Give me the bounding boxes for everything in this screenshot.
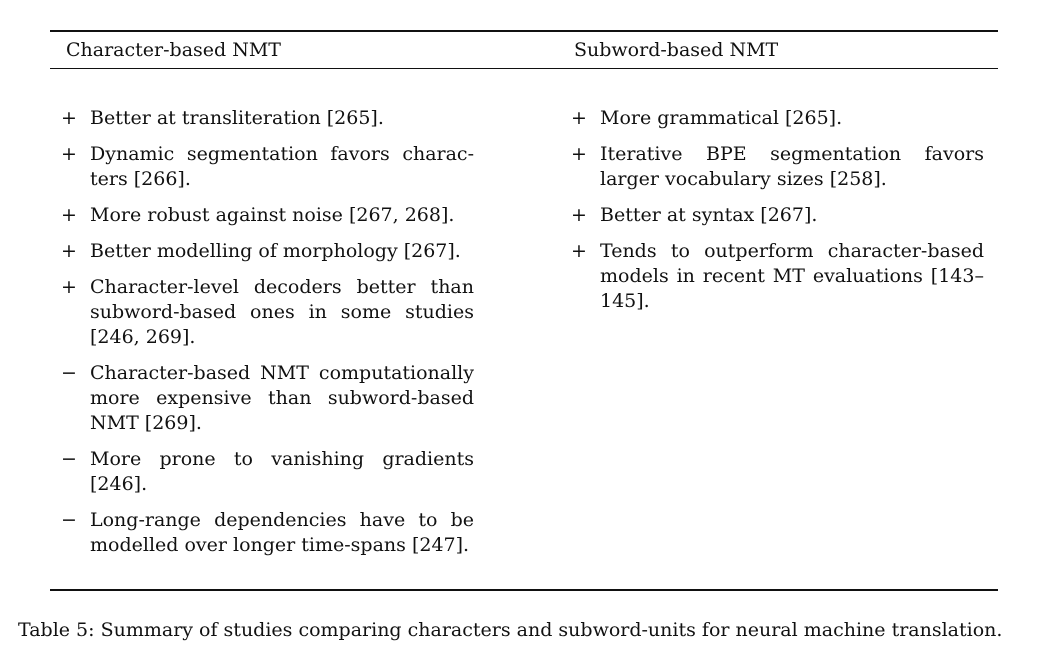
header-subword-based: Subword-based NMT bbox=[574, 39, 779, 61]
list-item bbox=[566, 106, 984, 131]
plus-sign: + bbox=[61, 107, 77, 129]
item-text: Better at transliteration [265]. bbox=[90, 107, 384, 129]
subword-based-column bbox=[566, 106, 984, 325]
list-item bbox=[56, 203, 474, 228]
item-text: Better at syntax [267]. bbox=[600, 204, 818, 226]
item-text: More robust against noise [267, 268]. bbox=[90, 204, 455, 226]
list-item bbox=[566, 239, 984, 314]
plus-sign: + bbox=[61, 143, 77, 165]
item-text: More grammatical [265]. bbox=[600, 107, 843, 129]
list-item bbox=[566, 142, 984, 192]
plus-sign: + bbox=[61, 276, 77, 298]
table-caption: Table 5: Summary of studies comparing characters and subword-units for neural machine translation. bbox=[18, 619, 1003, 641]
item-text: Tends to outperform character-based models in recent MT evaluations [143–145]. bbox=[600, 240, 984, 312]
plus-sign: + bbox=[571, 143, 587, 165]
plus-sign: + bbox=[571, 204, 587, 226]
list-item bbox=[56, 361, 474, 436]
item-text: Character-based NMT computationally more expensive than subword-based NMT [269]. bbox=[90, 362, 474, 434]
header-character-based: Character-based NMT bbox=[66, 39, 281, 61]
header-rule bbox=[50, 68, 998, 69]
plus-sign: + bbox=[61, 240, 77, 262]
plus-sign: + bbox=[61, 204, 77, 226]
item-text: Iterative BPE segmentation favors larger vocabulary sizes [258]. bbox=[600, 143, 984, 190]
minus-sign: − bbox=[61, 448, 77, 470]
item-text: More prone to vanishing gradients [246]. bbox=[90, 448, 474, 495]
list-item bbox=[56, 508, 474, 558]
list-item bbox=[56, 275, 474, 350]
list-item bbox=[56, 142, 474, 192]
list-item bbox=[56, 106, 474, 131]
character-based-column bbox=[56, 106, 474, 569]
minus-sign: − bbox=[61, 509, 77, 531]
list-item bbox=[56, 239, 474, 264]
item-text: Dynamic segmentation favors characters [266]. bbox=[90, 143, 474, 190]
list-item bbox=[56, 447, 474, 497]
item-text: Character-level decoders better than subword-based ones in some studies [246, 269]. bbox=[90, 276, 474, 348]
plus-sign: + bbox=[571, 240, 587, 262]
item-text: Better modelling of morphology [267]. bbox=[90, 240, 461, 262]
plus-sign: + bbox=[571, 107, 587, 129]
bottom-rule bbox=[50, 589, 998, 591]
minus-sign: − bbox=[61, 362, 77, 384]
item-text: Long-range dependencies have to be modelled over longer time-spans [247]. bbox=[90, 509, 474, 556]
top-rule bbox=[50, 30, 998, 32]
list-item bbox=[566, 203, 984, 228]
